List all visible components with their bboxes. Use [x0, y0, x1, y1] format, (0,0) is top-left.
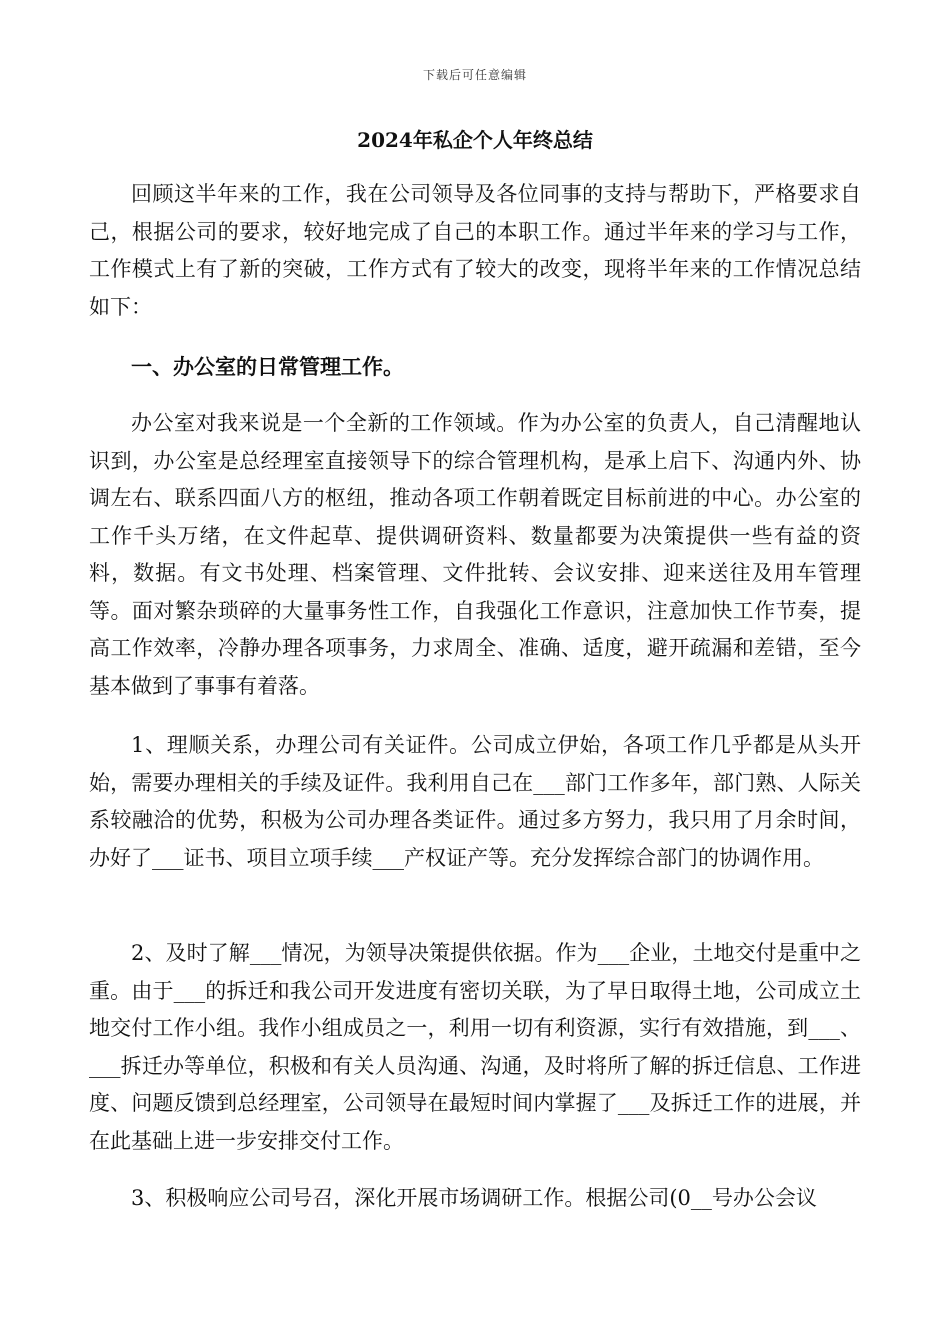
header-note: 下载后可任意编辑 — [422, 68, 527, 82]
section-body-paragraph: 办公室对我来说是一个全新的工作领域。作为办公室的负责人，自己清醒地认识到，办公室是总经理室直接领导下的综合管理机构，是承上启下、沟通内外、协调左右、联系四面八方的枢纽，推动各项工作朝着既定目标前进的中心。办公室的工作千头万绪，在文件起草、提供调研资料、数量都要为决策提供一些有益的资料，数据。有文书处理、档案管理、文件批转、会议安排、迎来送往及用车管理等。面对繁杂琐碎的大量事务性工作，自我强化工作意识，注意加快工作节奏，提高工作效率，冷静办理各项事务，力求周全、准确、适度，避开疏漏和差错，至今基本做到了事事有着落。 — [89, 411, 861, 698]
item-paragraph-3: 3、积极响应公司号召，深化开展市场调研工作。根据公司(0__号办公会议 — [131, 1186, 817, 1210]
document-title: 2024年私企个人年终总结 — [357, 128, 593, 152]
intro-paragraph: 回顾这半年来的工作，我在公司领导及各位同事的支持与帮助下，严格要求自己，根据公司的要求，较好地完成了自己的本职工作。通过半年来的学习与工作，工作模式上有了新的突破，工作方式有了较大的改变，现将半年来的工作情况总结如下： — [89, 182, 861, 319]
item-paragraph-1: 1、理顺关系，办理公司有关证件。公司成立伊始，各项工作几乎都是从头开始，需要办理相关的手续及证件。我利用自己在___部门工作多年，部门熟、人际关系较融洽的优势，积极为公司办理各类证件。通过多方努力，我只用了月余时间，办好了___证书、项目立项手续___产权证产等。充分发挥综合部门的协调作用。 — [89, 733, 861, 870]
item-paragraph-2: 2、及时了解___情况，为领导决策提供依据。作为___企业，土地交付是重中之重。由于___的拆迁和我公司开发进度有密切关联，为了早日取得土地，公司成立土地交付工作小组。我作小组成员之一，利用一切有利资源，实行有效措施，到___、___拆迁办等单位，积极和有关人员沟通、沟通，及时将所了解的拆迁信息、工作进度、问题反馈到总经理室，公司领导在最短时间内掌握了___及拆迁工作的进展，并在此基础上进一步安排交付工作。 — [89, 941, 861, 1153]
section-heading-office-management: 一、办公室的日常管理工作。 — [131, 354, 404, 379]
